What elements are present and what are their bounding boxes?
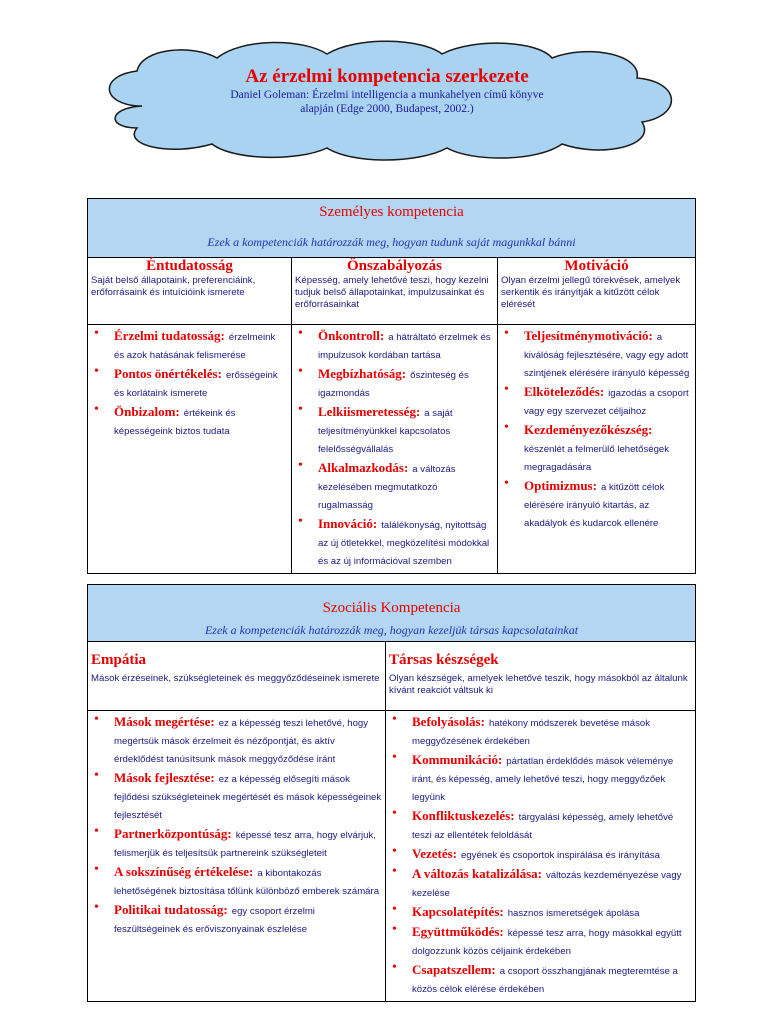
competency-description: ez a képesség teszi lehetővé, hogy megértsük mások érzelmeit és nézőpontját, és aktív érdeklődést tanúsítsunk mások meggyőződése iránt bbox=[114, 718, 369, 765]
competency-name: Pontos önértékelés: bbox=[114, 366, 222, 381]
competency-name: Partnerközpontúság: bbox=[114, 826, 232, 841]
competency-description: tárgyalási képesség, amely lehetővé teszi az ellentétek feloldását bbox=[412, 812, 674, 841]
competency-name: Konfliktuskezelés: bbox=[412, 808, 515, 823]
competency-item bbox=[504, 326, 692, 381]
column-header-cell bbox=[88, 258, 292, 325]
competency-item bbox=[504, 476, 692, 531]
competency-name: Elköteleződés: bbox=[524, 384, 605, 399]
competency-item bbox=[392, 960, 692, 997]
column-description: Olyan érzelmi jellegű törekvések, amelyek serkentik és irányítják a kitűzött célok elérését bbox=[501, 275, 681, 310]
competency-item bbox=[94, 402, 288, 439]
competency-name: Kezdeményezőkészség: bbox=[524, 422, 653, 437]
competency-description: változás kezdeményezése vagy kezelése bbox=[412, 870, 682, 899]
competency-description: a csoport összhangjának megteremtése a közös célok elérése érdekében bbox=[412, 966, 678, 995]
social-items-row bbox=[88, 711, 696, 1002]
bullet-icon: • bbox=[392, 844, 397, 859]
competency-description: egyének és csoportok inspirálása és irányítása bbox=[461, 850, 660, 861]
section-description: Ezek a kompetenciák határozzák meg, hogyan tudunk saját magunkkal bánni bbox=[207, 235, 576, 249]
competency-name: A változás katalizálása: bbox=[412, 866, 542, 881]
section-title: Személyes kompetencia bbox=[319, 204, 464, 220]
competency-item bbox=[392, 806, 692, 843]
bullet-icon: • bbox=[94, 862, 99, 877]
bullet-icon: • bbox=[298, 326, 303, 341]
competency-description: értékeink és képességeink biztos tudata bbox=[114, 408, 236, 437]
competency-item bbox=[94, 326, 288, 363]
column-title: Önszabályozás bbox=[346, 258, 442, 274]
column-title: Éntudatosság bbox=[146, 258, 233, 274]
competency-item bbox=[94, 364, 288, 401]
competency-item bbox=[298, 402, 494, 457]
column-items-cell bbox=[498, 325, 696, 574]
competency-list bbox=[88, 711, 385, 941]
competency-name: A sokszínűség értékelése: bbox=[114, 864, 254, 879]
personal-header bbox=[88, 199, 696, 258]
bullet-icon: • bbox=[392, 922, 397, 937]
competency-description: a kitűzött célok elérésére irányuló kitartás, az akadályok és kudarcok ellenére bbox=[524, 482, 665, 529]
competency-description: a saját teljesítményünkkel kapcsolatos felelősségvállalás bbox=[318, 408, 453, 455]
competency-name: Befolyásolás: bbox=[412, 714, 485, 729]
column-description: Olyan készségek, amelyek lehetővé teszik, hogy másokból az általunk kívánt reakciót váltsuk ki bbox=[389, 673, 688, 696]
competency-name: Lelkiismeretesség: bbox=[318, 404, 421, 419]
competency-list bbox=[292, 325, 497, 573]
competency-item bbox=[392, 902, 692, 921]
competency-item bbox=[392, 922, 692, 959]
competency-name: Vezetés: bbox=[412, 846, 457, 861]
competency-name: Mások fejlesztése: bbox=[114, 770, 215, 785]
competency-description: hasznos ismeretségek ápolása bbox=[507, 908, 640, 919]
competency-item bbox=[392, 750, 692, 805]
competency-description: képessé tesz arra, hogy másokkal együtt dolgozzunk közös céljaink érdekében bbox=[412, 928, 682, 957]
column-header-cell bbox=[498, 258, 696, 325]
personal-items-row bbox=[88, 325, 696, 574]
bullet-icon: • bbox=[94, 364, 99, 379]
competency-name: Kapcsolatépítés: bbox=[412, 904, 504, 919]
competency-name: Érzelmi tudatosság: bbox=[114, 328, 225, 343]
competency-name: Önbizalom: bbox=[114, 404, 180, 419]
social-header bbox=[88, 585, 696, 642]
section-title: Szociális Kompetencia bbox=[322, 600, 461, 616]
column-items-cell bbox=[88, 325, 292, 574]
column-title: Motiváció bbox=[564, 258, 629, 274]
competency-description: érzelmeink és azok hatásának felismerése bbox=[114, 332, 276, 361]
competency-name: Csapatszellem: bbox=[412, 962, 496, 977]
column-header-cell bbox=[88, 642, 386, 711]
bullet-icon: • bbox=[392, 902, 397, 917]
competency-name: Mások megértése: bbox=[114, 714, 215, 729]
column-items-cell bbox=[386, 711, 696, 1002]
bullet-icon: • bbox=[504, 382, 509, 397]
competency-item bbox=[504, 382, 692, 419]
competency-item bbox=[94, 712, 382, 767]
competency-name: Innováció: bbox=[318, 516, 378, 531]
column-header-cell bbox=[386, 642, 696, 711]
column-items-cell bbox=[88, 711, 386, 1002]
social-competence-table bbox=[87, 584, 696, 1002]
competency-item bbox=[298, 514, 494, 569]
competency-item bbox=[298, 364, 494, 401]
bullet-icon: • bbox=[94, 326, 99, 341]
competency-description: igazodás a csoport vagy egy szervezet céljaihoz bbox=[524, 388, 689, 417]
bullet-icon: • bbox=[298, 458, 303, 473]
competency-item bbox=[94, 824, 382, 861]
competency-description: a hátráltató érzelmek és impulzusok kordában tartása bbox=[318, 332, 491, 361]
column-title: Társas készségek bbox=[389, 652, 499, 668]
bullet-icon: • bbox=[298, 364, 303, 379]
bullet-icon: • bbox=[504, 420, 509, 435]
competency-description: készenlét a felmerülő lehetőségek megragadására bbox=[524, 444, 670, 473]
competency-item bbox=[94, 768, 382, 823]
bullet-icon: • bbox=[392, 864, 397, 879]
competency-item bbox=[392, 864, 692, 901]
competency-description: ez a képesség elősegíti mások fejlődési szükségleteinek megértését és mások képességeinek fejlesztését bbox=[114, 774, 382, 821]
competency-item bbox=[392, 844, 692, 863]
competency-name: Önkontroll: bbox=[318, 328, 385, 343]
bullet-icon: • bbox=[392, 806, 397, 821]
bullet-icon: • bbox=[392, 712, 397, 727]
bullet-icon: • bbox=[298, 402, 303, 417]
bullet-icon: • bbox=[392, 750, 397, 765]
competency-name: Optimizmus: bbox=[524, 478, 597, 493]
competency-description: a változás kezelésében megmutatkozó rugalmasság bbox=[318, 464, 456, 511]
column-items-cell bbox=[292, 325, 498, 574]
competency-description: hatékony módszerek bevetése mások meggyőzésének érdekében bbox=[412, 718, 650, 747]
competency-description: képessé tesz arra, hogy elvárjuk, felismerjük és teljesítsük partnereink szükségleteit bbox=[114, 830, 376, 859]
competency-description: pártatlan érdeklődés mások véleménye iránt, és képesség, amely lehetővé teszi, hogy meggyőzőek legyünk bbox=[412, 756, 674, 803]
competency-name: Megbízhatóság: bbox=[318, 366, 407, 381]
column-description: Képesség, amely lehetővé teszi, hogy kezelni tudjuk belső állapotainkat, impulzusainkat és erőforrásainkat bbox=[295, 275, 489, 310]
bullet-icon: • bbox=[94, 824, 99, 839]
competency-item bbox=[504, 420, 692, 475]
competency-name: Együttműködés: bbox=[412, 924, 504, 939]
column-description: Mások érzéseinek, szükségleteinek és meggyőződéseinek ismerete bbox=[91, 673, 380, 684]
competency-item bbox=[298, 326, 494, 363]
competency-list bbox=[498, 325, 695, 535]
competency-name: Politikai tudatosság: bbox=[114, 902, 228, 917]
competency-description: egy csoport érzelmi feszültségeinek és erőviszonyainak észlelése bbox=[114, 906, 315, 935]
competency-description: erősségeink és korlátaink ismerete bbox=[114, 370, 278, 399]
competency-list bbox=[386, 711, 695, 1001]
competency-name: Teljesítménymotiváció: bbox=[524, 328, 653, 343]
competency-item bbox=[94, 862, 382, 899]
bullet-icon: • bbox=[392, 960, 397, 975]
personal-competence-table bbox=[87, 198, 696, 574]
bullet-icon: • bbox=[94, 900, 99, 915]
section-description: Ezek a kompetenciák határozzák meg, hogyan kezeljük társas kapcsolatainkat bbox=[204, 623, 579, 637]
page-subtitle-line1: Daniel Goleman: Érzelmi intelligencia a munkahelyen című könyve bbox=[230, 89, 544, 101]
social-column-headers bbox=[88, 642, 696, 711]
competency-item bbox=[298, 458, 494, 513]
bullet-icon: • bbox=[504, 326, 509, 341]
competency-list bbox=[88, 325, 291, 443]
column-header-cell bbox=[292, 258, 498, 325]
page-title: Az érzelmi kompetencia szerkezete bbox=[245, 66, 529, 87]
competency-item bbox=[392, 712, 692, 749]
competency-description: őszinteség és igazmondás bbox=[318, 370, 469, 399]
bullet-icon: • bbox=[94, 712, 99, 727]
competency-name: Alkalmazkodás: bbox=[318, 460, 409, 475]
personal-column-headers bbox=[88, 258, 696, 325]
competency-description: a kibontakozás lehetőségének biztosítása tőlünk különböző emberek számára bbox=[114, 868, 380, 897]
competency-description: találékonyság, nyitottság az új ötletekkel, megközelítési módokkal és az új információval szemben bbox=[318, 520, 490, 567]
page-subtitle-line2: alapján (Edge 2000, Budapest, 2002.) bbox=[300, 103, 474, 115]
competency-name: Kommunikáció: bbox=[412, 752, 503, 767]
bullet-icon: • bbox=[94, 402, 99, 417]
bullet-icon: • bbox=[94, 768, 99, 783]
competency-description: a kiválóság fejlesztésére, vagy egy adott szintjének elérésére irányuló képesség bbox=[524, 332, 690, 379]
competency-item bbox=[94, 900, 382, 937]
title-cloud bbox=[82, 36, 692, 164]
column-description: Saját belső állapotaink, preferenciáink, erőforrásaink és intuícióink ismerete bbox=[91, 275, 256, 298]
bullet-icon: • bbox=[504, 476, 509, 491]
column-title: Empátia bbox=[91, 652, 147, 668]
bullet-icon: • bbox=[298, 514, 303, 529]
